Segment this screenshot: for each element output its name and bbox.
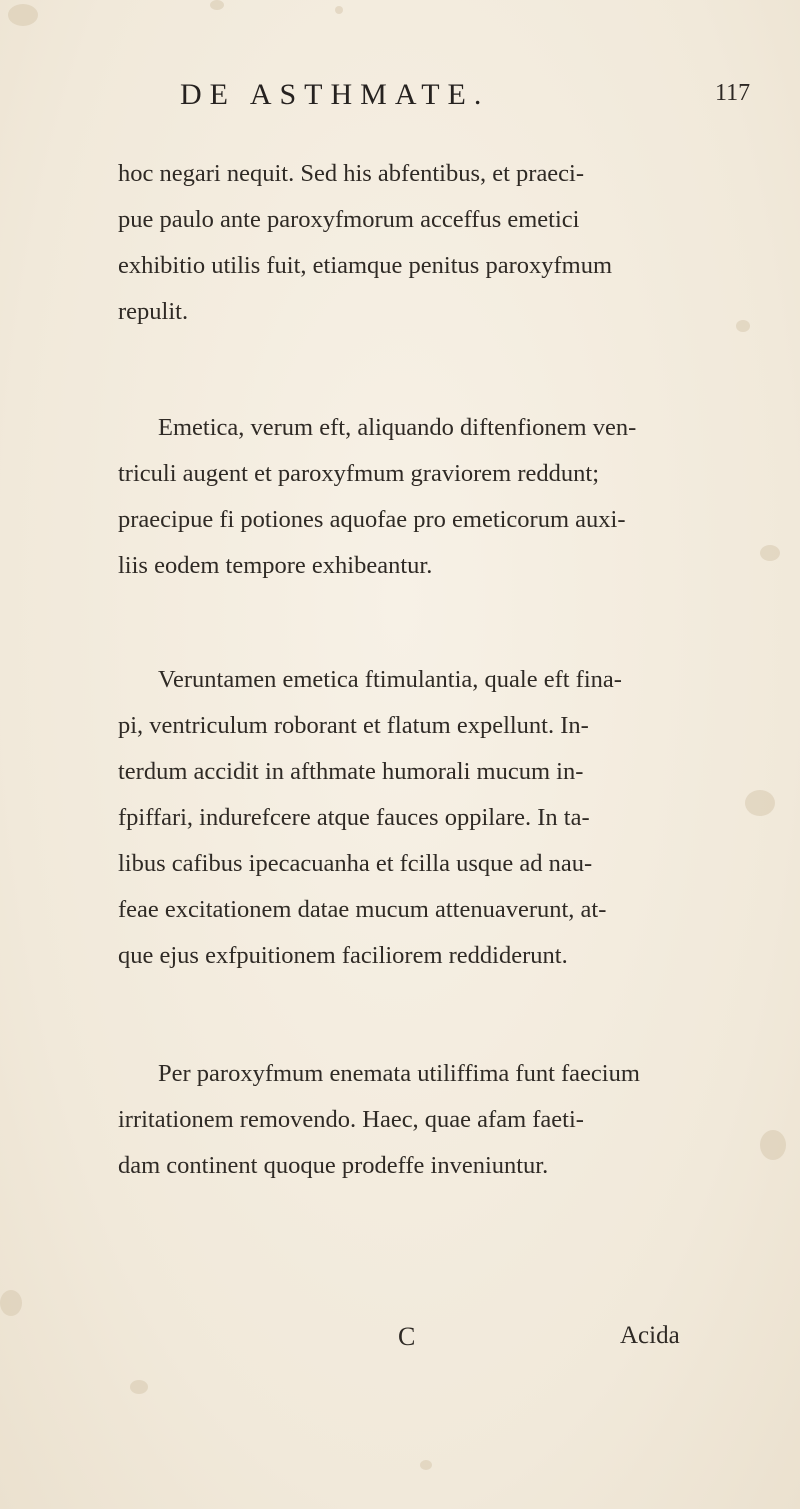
text-line: pi, ventriculum roborant et flatum expellunt. In- bbox=[118, 712, 589, 739]
text-line: que ejus exfpuitionem faciliorem reddiderunt. bbox=[118, 942, 568, 969]
foxing-spot bbox=[0, 1290, 22, 1316]
text-line: hoc negari nequit. Sed his abfentibus, et praeci- bbox=[118, 160, 585, 187]
signature-mark: C bbox=[398, 1322, 416, 1351]
text-line: irritationem removendo. Haec, quae afam faeti- bbox=[118, 1106, 584, 1133]
foxing-spot bbox=[335, 6, 343, 14]
foxing-spot bbox=[760, 1130, 786, 1160]
foxing-spot bbox=[130, 1380, 148, 1394]
foxing-spot bbox=[210, 0, 224, 10]
text-line: Emetica, verum eft, aliquando diftenfionem ven- bbox=[158, 414, 637, 441]
text-line: Per paroxyfmum enemata utiliffima funt faecium bbox=[158, 1060, 640, 1087]
page-number: 117 bbox=[715, 80, 751, 106]
text-line: repulit. bbox=[118, 298, 189, 325]
text-line: Veruntamen emetica ftimulantia, quale eft fina- bbox=[158, 666, 622, 693]
text-line: fpiffari, indurefcere atque fauces oppilare. In ta- bbox=[118, 804, 590, 831]
text-line: pue paulo ante paroxyfmorum acceffus emetici bbox=[118, 206, 580, 233]
text-line: liis eodem tempore exhibeantur. bbox=[118, 552, 433, 579]
text-line: dam continent quoque prodeffe inveniuntur. bbox=[118, 1152, 549, 1179]
catchword: Acida bbox=[620, 1322, 680, 1349]
page-footer bbox=[0, 1322, 800, 1362]
text-line: praecipue fi potiones aquofae pro emeticorum auxi- bbox=[118, 506, 626, 533]
text-line: terdum accidit in afthmate humorali mucum in- bbox=[118, 758, 584, 785]
text-line: feae excitationem datae mucum attenuaverunt, at- bbox=[118, 896, 607, 923]
page-header bbox=[0, 78, 800, 118]
text-line: exhibitio utilis fuit, etiamque penitus paroxyfmum bbox=[118, 252, 613, 279]
foxing-spot bbox=[745, 790, 775, 816]
foxing-spot bbox=[8, 4, 38, 26]
foxing-spot bbox=[420, 1460, 432, 1470]
running-title: DE ASTHMATE. bbox=[180, 78, 490, 111]
text-line: triculi augent et paroxyfmum graviorem reddunt; bbox=[118, 460, 600, 487]
foxing-spot bbox=[760, 545, 780, 561]
text-line: libus cafibus ipecacuanha et fcilla usque ad nau- bbox=[118, 850, 593, 877]
foxing-spot bbox=[736, 320, 750, 332]
